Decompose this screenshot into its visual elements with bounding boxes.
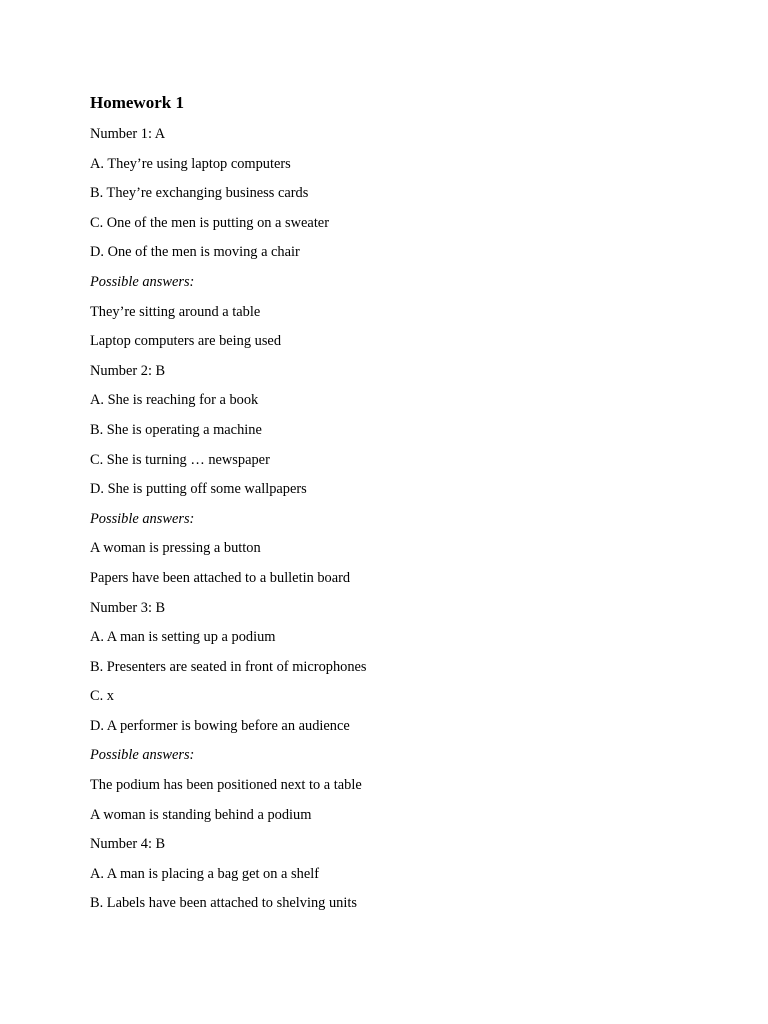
possible-answer-line: A woman is pressing a button xyxy=(90,540,261,557)
possible-answer-line: A woman is standing behind a podium xyxy=(90,806,312,823)
answer-option: D. One of the men is moving a chair xyxy=(90,244,300,261)
question-heading: Number 2: B xyxy=(90,362,166,379)
question-heading: Number 3: B xyxy=(90,599,166,616)
answer-option: D. A performer is bowing before an audience xyxy=(90,717,350,734)
possible-answer-line: Papers have been attached to a bulletin board xyxy=(90,569,351,586)
possible-answers-label: Possible answers: xyxy=(90,273,195,290)
answer-option: C. One of the men is putting on a sweater xyxy=(90,214,329,231)
answer-option: C. x xyxy=(90,688,114,705)
answer-option: A. A man is placing a bag get on a shelf xyxy=(90,865,319,882)
document-body xyxy=(90,124,367,923)
answer-option: B. They’re exchanging business cards xyxy=(90,185,309,202)
possible-answer-line: They’re sitting around a table xyxy=(90,303,261,320)
answer-option: B. She is operating a machine xyxy=(90,421,262,438)
question-heading: Number 4: B xyxy=(90,836,166,853)
possible-answers-label: Possible answers: xyxy=(90,747,195,764)
answer-option: C. She is turning … newspaper xyxy=(90,451,270,468)
possible-answer-line: Laptop computers are being used xyxy=(90,333,282,350)
possible-answer-line: The podium has been positioned next to a table xyxy=(90,777,362,794)
possible-answers-label: Possible answers: xyxy=(90,510,195,527)
answer-option: A. A man is setting up a podium xyxy=(90,629,276,646)
answer-option: A. She is reaching for a book xyxy=(90,392,259,409)
answer-option: A. They’re using laptop computers xyxy=(90,155,291,172)
answer-option: B. Presenters are seated in front of microphones xyxy=(90,658,367,675)
question-heading: Number 1: A xyxy=(90,126,166,142)
answer-option: D. She is putting off some wallpapers xyxy=(90,481,307,498)
answer-option: B. Labels have been attached to shelving units xyxy=(90,895,357,912)
page-title: Homework 1 xyxy=(90,93,184,112)
